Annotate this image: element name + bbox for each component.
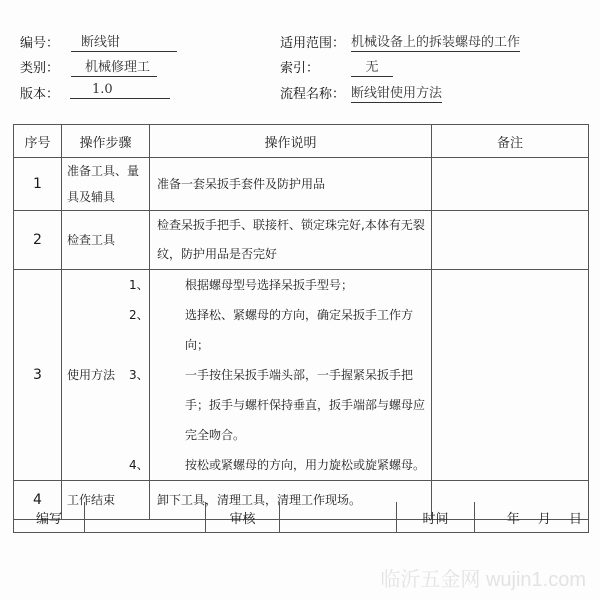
col-header-no: 序号 <box>14 125 62 158</box>
row-no: 3 <box>14 270 62 481</box>
table-row <box>14 270 589 481</box>
table-row <box>14 158 589 211</box>
row-desc-list <box>129 270 432 481</box>
row-desc: 准备一套呆扳手套件及防护用品 <box>150 158 432 211</box>
meta-version-value: 1.0 <box>70 82 170 99</box>
col-header-desc: 操作说明 <box>150 125 432 158</box>
desc-list-item: 1、 根据螺母型号选择呆扳手型号； <box>129 278 354 292</box>
row-note <box>432 158 589 211</box>
meta-process-name-value: 断线钳使用方法 <box>351 82 442 103</box>
meta-scope-value: 机械设备上的拆装螺母的工作 <box>351 31 520 52</box>
meta-category-value: 机械修理工 <box>71 56 157 77</box>
meta-serial-value: 断线钳 <box>71 31 177 52</box>
signoff-table <box>13 502 589 533</box>
review-field[interactable] <box>280 502 397 533</box>
meta-version-label: 版本： <box>20 87 60 102</box>
meta-scope-label: 适用范围： <box>280 36 346 51</box>
row-desc: 检查呆扳手把手、联接杆、锁定珠完好,本体有无裂纹，防护用品是否完好 <box>150 211 432 270</box>
meta-index-value: 无 <box>351 56 393 77</box>
row-desc: 卸下工具，清理工具，清理工作现场。 <box>150 481 432 520</box>
row-no: 4 <box>14 481 62 520</box>
row-step: 准备工具、量具及辅具 <box>62 158 150 211</box>
meta-index-label: 索引： <box>280 61 320 76</box>
row-step: 检查工具 <box>62 211 150 270</box>
author-field[interactable] <box>85 502 206 533</box>
row-note <box>432 270 589 481</box>
col-header-note: 备注 <box>432 125 589 158</box>
procedure-table <box>13 124 589 520</box>
date-field[interactable]: 年 月 日 <box>475 502 589 533</box>
table-row <box>14 211 589 270</box>
desc-list-item: 2、 选择松、紧螺母的方向，确定呆扳手工作方向； <box>129 308 414 352</box>
desc-list-item: 4、 按松或紧螺母的方向，用力旋松或旋紧螺母。 <box>129 458 426 472</box>
meta-process-name-label: 流程名称： <box>280 87 346 102</box>
time-label: 时间 <box>397 502 475 533</box>
row-no: 2 <box>14 211 62 270</box>
col-header-step: 操作步骤 <box>62 125 150 158</box>
author-label: 编写 <box>14 502 85 533</box>
table-header-row <box>14 125 589 158</box>
meta-serial-label: 编号： <box>20 36 60 51</box>
row-no: 1 <box>14 158 62 211</box>
row-step: 使用方法 <box>62 270 150 481</box>
watermark: 临沂五金网 wujin1.com <box>380 569 586 591</box>
row-note <box>432 211 589 270</box>
meta-category-label: 类别： <box>20 61 60 76</box>
review-label: 审核 <box>206 502 280 533</box>
desc-list-item: 3、 一手按住呆扳手端头部，一手握紧呆扳手把手；扳手与螺杆保持垂直，扳手端部与螺母应完全吻合。 <box>129 368 426 442</box>
signoff-row <box>14 502 589 533</box>
row-step: 工作结束 <box>62 481 150 520</box>
